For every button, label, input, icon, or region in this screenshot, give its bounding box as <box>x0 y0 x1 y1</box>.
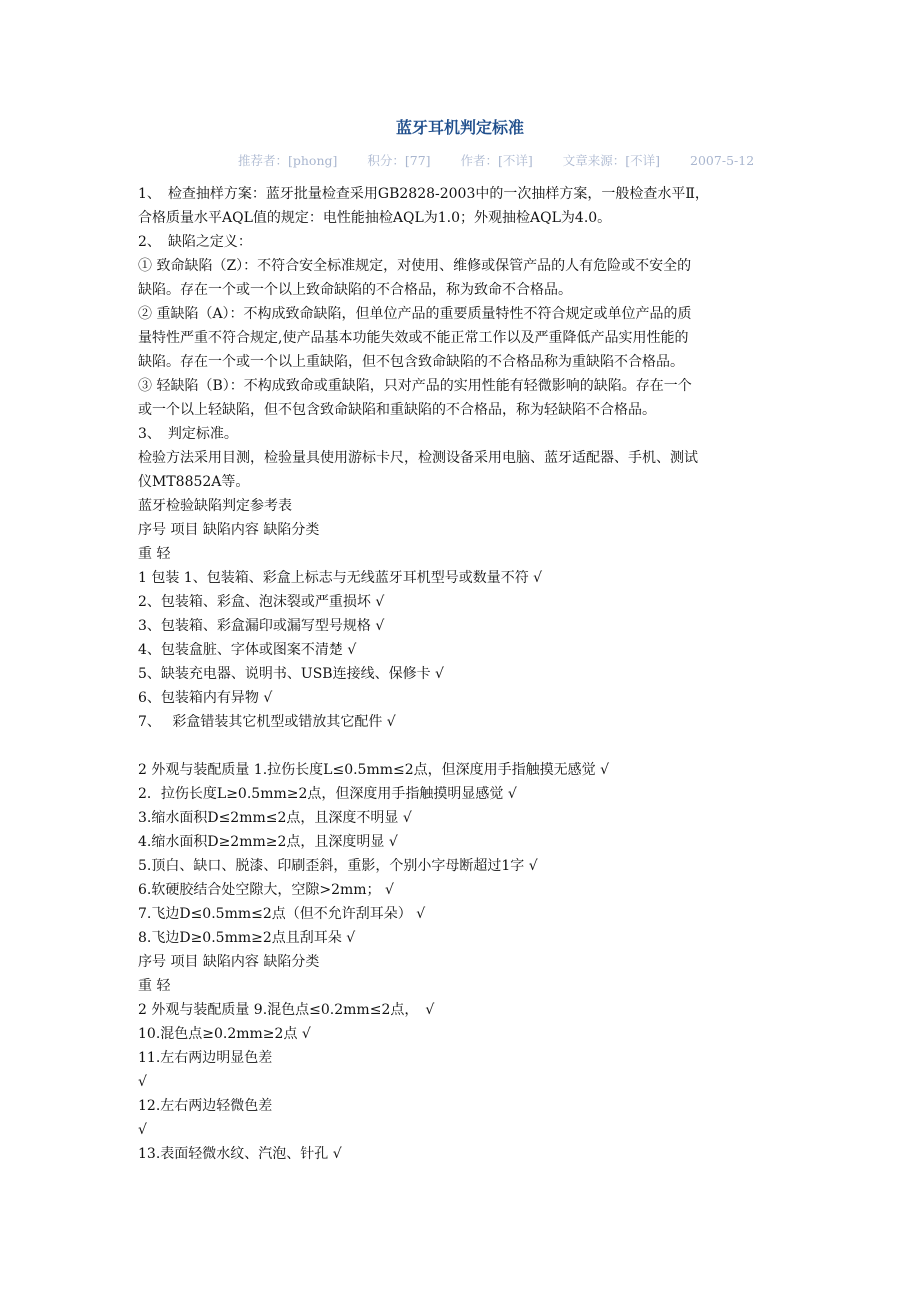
text-line: 蓝牙检验缺陷判定参考表 <box>138 498 292 514</box>
text-line: 重 轻 <box>138 546 171 562</box>
text-line <box>138 734 788 758</box>
text-line: 10.混色点≥0.2mm≥2点 √ <box>138 1026 311 1042</box>
text-line: 或一个以上轻缺陷，但不包含致命缺陷和重缺陷的不合格品，称为轻缺陷不合格品。 <box>138 402 656 418</box>
text-line: 量特性严重不符合规定,使产品基本功能失效或不能正常工作以及严重降低产品实用性能的 <box>138 330 689 346</box>
text-line: 8.飞边D≥0.5mm≥2点且刮耳朵 √ <box>138 930 356 946</box>
meta-source: 文章来源：[不详] <box>562 153 661 168</box>
text-line: ① 致命缺陷（Z）：不符合安全标准规定，对使用、维修或保管产品的人有危险或不安全的 <box>138 258 692 274</box>
meta-author: 作者：[不详] <box>460 153 533 168</box>
text-line: 合格质量水平AQL值的规定：电性能抽检AQL为1.0；外观抽检AQL为4.0。 <box>138 210 612 226</box>
text-line: 7.飞边D≤0.5mm≤2点（但不允许刮耳朵） √ <box>138 906 426 922</box>
text-line: 检验方法采用目测，检验量具使用游标卡尺，检测设备采用电脑、蓝牙适配器、手机、测试 <box>138 450 698 466</box>
text-line: √ <box>138 1074 147 1090</box>
meta-points: 积分：[77] <box>367 153 431 168</box>
text-line: 7、 彩盒错装其它机型或错放其它配件 √ <box>138 714 396 730</box>
text-line: 序号 项目 缺陷内容 缺陷分类 <box>138 522 320 538</box>
text-line: 1 包装 1、包装箱、彩盒上标志与无线蓝牙耳机型号或数量不符 √ <box>138 570 543 586</box>
text-line: 6.软硬胶结合处空隙大，空隙>2mm； √ <box>138 882 394 898</box>
text-line: 2 外观与装配质量 1.拉伤长度L≤0.5mm≤2点，但深度用手指触摸无感觉 √ <box>138 762 610 778</box>
text-line: 仪MT8852A等。 <box>138 474 250 490</box>
text-line: 2 外观与装配质量 9.混色点≤0.2mm≤2点， √ <box>138 1002 435 1018</box>
text-line: 11.左右两边明显色差 <box>138 1050 273 1066</box>
text-line: 重 轻 <box>138 978 171 994</box>
text-line: 5.顶白、缺口、脱漆、印刷歪斜，重影，个别小字母断超过1字 √ <box>138 858 538 874</box>
article-meta <box>238 152 798 170</box>
text-line: 2、 缺陷之定义： <box>138 234 252 250</box>
text-line: 12.左右两边轻微色差 <box>138 1098 273 1114</box>
meta-date: 2007-5-12 <box>690 153 755 168</box>
text-line: 6、包装箱内有异物 √ <box>138 690 273 706</box>
text-line: 3、包装箱、彩盒漏印或漏写型号规格 √ <box>138 618 385 634</box>
text-line: 3、 判定标准。 <box>138 426 238 442</box>
text-line: √ <box>138 1122 147 1138</box>
document-body <box>138 182 788 1166</box>
text-line: 4.缩水面积D≥2mm≥2点，且深度明显 √ <box>138 834 398 850</box>
text-line: ③ 轻缺陷（B）：不构成致命或重缺陷，只对产品的实用性能有轻微影响的缺陷。存在一个 <box>138 378 692 394</box>
text-line: 序号 项目 缺陷内容 缺陷分类 <box>138 954 320 970</box>
text-line: 1、 检查抽样方案：蓝牙批量检查采用GB2828-2003中的一次抽样方案，一般检查水平Ⅱ， <box>138 186 709 202</box>
text-line: 3.缩水面积D≤2mm≤2点，且深度不明显 √ <box>138 810 412 826</box>
text-line: 缺陷。存在一个或一个以上致命缺陷的不合格品，称为致命不合格品。 <box>138 282 572 298</box>
text-line: 缺陷。存在一个或一个以上重缺陷，但不包含致命缺陷的不合格品称为重缺陷不合格品。 <box>138 354 684 370</box>
text-line: 13.表面轻微水纹、汽泡、针孔 √ <box>138 1146 342 1162</box>
text-line: 2．拉伤长度L≥0.5mm≥2点，但深度用手指触摸明显感觉 √ <box>138 786 517 802</box>
document-title: 蓝牙耳机判定标准 <box>395 118 524 137</box>
meta-recommender: 推荐者：[phong] <box>238 153 338 168</box>
text-line: 5、缺装充电器、说明书、USB连接线、保修卡 √ <box>138 666 444 682</box>
text-line: 2、包装箱、彩盒、泡沫裂或严重损坏 √ <box>138 594 385 610</box>
text-line: 4、包装盒脏、字体或图案不清楚 √ <box>138 642 357 658</box>
text-line: ② 重缺陷（A）：不构成致命缺陷，但单位产品的重要质量特性不符合规定或单位产品的质 <box>138 306 692 322</box>
